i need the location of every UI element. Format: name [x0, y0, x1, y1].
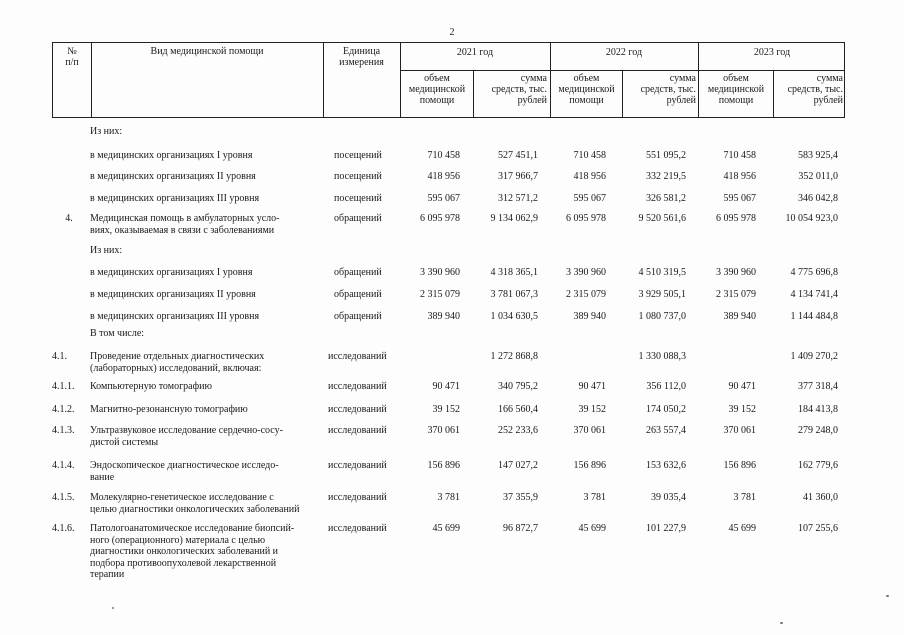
- divider: [773, 71, 774, 117]
- sum-cell: 326 581,2: [646, 193, 686, 204]
- header-volume: объем медицинской помощи: [408, 73, 466, 106]
- row-unit: исследований: [328, 381, 387, 392]
- volume-cell: 3 390 960: [566, 267, 606, 278]
- volume-cell: 389 940: [573, 311, 606, 322]
- sum-cell: 37 355,9: [503, 492, 538, 503]
- header-year-2022: 2022 год: [605, 47, 643, 58]
- sum-cell: 101 227,9: [646, 523, 686, 534]
- row-number: 4.1.4.: [52, 460, 75, 471]
- volume-cell: 710 458: [427, 150, 460, 161]
- row-description: Ультразвуковое исследование сердечно-сосу- дистой системы: [90, 425, 283, 448]
- row-number: 4.1.2.: [52, 404, 75, 415]
- sum-cell: 1 034 630,5: [490, 311, 538, 322]
- volume-cell: 39 152: [432, 404, 460, 415]
- volume-cell: 595 067: [573, 193, 606, 204]
- header-sum: сумма средств, тыс. рублей: [640, 73, 696, 106]
- row-unit: исследований: [328, 460, 387, 471]
- volume-cell: 156 896: [723, 460, 756, 471]
- sum-cell: 9 520 561,6: [638, 213, 686, 224]
- row-unit: обращений: [334, 213, 382, 224]
- sum-cell: 1 409 270,2: [790, 351, 838, 362]
- header-sum: сумма средств, тыс. рублей: [787, 73, 843, 106]
- scan-mark: [780, 622, 783, 624]
- row-description: в медицинских организациях I уровня: [90, 150, 253, 161]
- header-year-2023: 2023 год: [753, 47, 791, 58]
- row-description: Молекулярно-генетическое исследование с целью диагностики онкологических заболеваний: [90, 492, 300, 515]
- sum-cell: 1 330 088,3: [638, 351, 686, 362]
- row-unit: посещений: [334, 193, 382, 204]
- page-number: 2: [449, 27, 455, 38]
- sum-cell: 263 557,4: [646, 425, 686, 436]
- row-description: Магнитно-резонансную томографию: [90, 404, 248, 415]
- volume-cell: 370 061: [723, 425, 756, 436]
- sum-cell: 1 272 868,8: [490, 351, 538, 362]
- sum-cell: 340 795,2: [498, 381, 538, 392]
- divider: [400, 70, 845, 71]
- sum-cell: 1 080 737,0: [638, 311, 686, 322]
- header-no: № п/п: [65, 46, 79, 68]
- sum-cell: 279 248,0: [798, 425, 838, 436]
- volume-cell: 370 061: [573, 425, 606, 436]
- row-description: в медицинских организациях II уровня: [90, 289, 256, 300]
- sum-cell: 174 050,2: [646, 404, 686, 415]
- header-volume: объем медицинской помощи: [558, 73, 615, 106]
- divider: [622, 71, 623, 117]
- sum-cell: 346 042,8: [798, 193, 838, 204]
- volume-cell: 90 471: [728, 381, 756, 392]
- row-number: 4.1.: [52, 351, 67, 362]
- sum-cell: 9 134 062,9: [490, 213, 538, 224]
- volume-cell: 710 458: [723, 150, 756, 161]
- sum-cell: 39 035,4: [651, 492, 686, 503]
- volume-cell: 6 095 978: [566, 213, 606, 224]
- header-unit: Единица измерения: [339, 46, 384, 68]
- row-number: 4.: [65, 213, 73, 224]
- volume-cell: 45 699: [578, 523, 606, 534]
- sum-cell: 356 112,0: [646, 381, 686, 392]
- sum-cell: 1 144 484,8: [790, 311, 838, 322]
- sum-cell: 583 925,4: [798, 150, 838, 161]
- volume-cell: 2 315 079: [716, 289, 756, 300]
- sum-cell: 3 929 505,1: [638, 289, 686, 300]
- volume-cell: 418 956: [427, 171, 460, 182]
- row-unit: исследований: [328, 492, 387, 503]
- volume-cell: 156 896: [427, 460, 460, 471]
- header-volume: объем медицинской помощи: [707, 73, 765, 106]
- sum-cell: 352 011,0: [798, 171, 838, 182]
- sum-cell: 96 872,7: [503, 523, 538, 534]
- volume-cell: 39 152: [578, 404, 606, 415]
- volume-cell: 389 940: [427, 311, 460, 322]
- row-description: Проведение отдельных диагностических (лабораторных) исследований, включая:: [90, 351, 265, 374]
- sum-cell: 166 560,4: [498, 404, 538, 415]
- sum-cell: 312 571,2: [498, 193, 538, 204]
- sum-cell: 107 255,6: [798, 523, 838, 534]
- sum-cell: 184 413,8: [798, 404, 838, 415]
- sum-cell: 147 027,2: [498, 460, 538, 471]
- row-description: в медицинских организациях III уровня: [90, 193, 260, 204]
- volume-cell: 2 315 079: [420, 289, 460, 300]
- volume-cell: 6 095 978: [716, 213, 756, 224]
- row-unit: обращений: [334, 289, 382, 300]
- volume-cell: 45 699: [432, 523, 460, 534]
- row-description: в медицинских организациях III уровня: [90, 311, 260, 322]
- volume-cell: 3 781: [437, 492, 460, 503]
- row-number: 4.1.1.: [52, 381, 75, 392]
- volume-cell: 710 458: [573, 150, 606, 161]
- volume-cell: 90 471: [578, 381, 606, 392]
- volume-cell: 3 781: [583, 492, 606, 503]
- volume-cell: 389 940: [723, 311, 756, 322]
- scan-mark: [886, 595, 889, 597]
- row-unit: исследований: [328, 351, 387, 362]
- sum-cell: 551 095,2: [646, 150, 686, 161]
- scan-mark: [112, 607, 114, 609]
- row-unit: исследований: [328, 523, 387, 534]
- sum-cell: 4 775 696,8: [790, 267, 838, 278]
- volume-cell: 3 781: [733, 492, 756, 503]
- volume-cell: 3 390 960: [420, 267, 460, 278]
- divider: [473, 71, 474, 117]
- sum-cell: 153 632,6: [646, 460, 686, 471]
- volume-cell: 156 896: [573, 460, 606, 471]
- header-year-2021: 2021 год: [456, 47, 494, 58]
- row-description: в медицинских организациях I уровня: [90, 267, 253, 278]
- volume-cell: 595 067: [723, 193, 756, 204]
- sum-cell: 4 134 741,4: [790, 289, 838, 300]
- sum-cell: 162 779,6: [798, 460, 838, 471]
- row-description: Эндоскопическое диагностическое исследо- вание: [90, 460, 279, 483]
- sum-cell: 4 510 319,5: [638, 267, 686, 278]
- row-number: 4.1.3.: [52, 425, 75, 436]
- row-unit: исследований: [328, 404, 387, 415]
- row-unit: исследований: [328, 425, 387, 436]
- row-unit: обращений: [334, 311, 382, 322]
- volume-cell: 6 095 978: [420, 213, 460, 224]
- sum-cell: 4 318 365,1: [490, 267, 538, 278]
- volume-cell: 45 699: [728, 523, 756, 534]
- sum-cell: 3 781 067,3: [490, 289, 538, 300]
- sum-cell: 332 219,5: [646, 171, 686, 182]
- row-description: В том числе:: [90, 328, 145, 339]
- volume-cell: 418 956: [723, 171, 756, 182]
- sum-cell: 10 054 923,0: [785, 213, 838, 224]
- row-description: Патологоанатомическое исследование биопсий- ного (операционного) материала с целью диагностики онкологических заболеваний и подбора противоопухолевой лекарственной терапии: [90, 523, 295, 580]
- volume-cell: 418 956: [573, 171, 606, 182]
- row-unit: посещений: [334, 171, 382, 182]
- row-number: 4.1.6.: [52, 523, 75, 534]
- row-number: 4.1.5.: [52, 492, 75, 503]
- volume-cell: 595 067: [427, 193, 460, 204]
- row-unit: обращений: [334, 267, 382, 278]
- row-description: Из них:: [90, 245, 123, 256]
- row-description: Компьютерную томографию: [90, 381, 212, 392]
- volume-cell: 3 390 960: [716, 267, 756, 278]
- volume-cell: 2 315 079: [566, 289, 606, 300]
- header-sum: сумма средств, тыс. рублей: [491, 73, 547, 106]
- row-description: Из них:: [90, 126, 123, 137]
- sum-cell: 377 318,4: [798, 381, 838, 392]
- volume-cell: 370 061: [427, 425, 460, 436]
- sum-cell: 252 233,6: [498, 425, 538, 436]
- row-description: Медицинская помощь в амбулаторных усло- виях, оказываемая в связи с заболеваниями: [90, 213, 280, 236]
- sum-cell: 317 966,7: [498, 171, 538, 182]
- row-description: в медицинских организациях II уровня: [90, 171, 256, 182]
- volume-cell: 90 471: [432, 381, 460, 392]
- sum-cell: 527 451,1: [498, 150, 538, 161]
- table-header: [52, 42, 845, 118]
- row-unit: посещений: [334, 150, 382, 161]
- header-kind: Вид медицинской помощи: [150, 46, 264, 57]
- volume-cell: 39 152: [728, 404, 756, 415]
- sum-cell: 41 360,0: [803, 492, 838, 503]
